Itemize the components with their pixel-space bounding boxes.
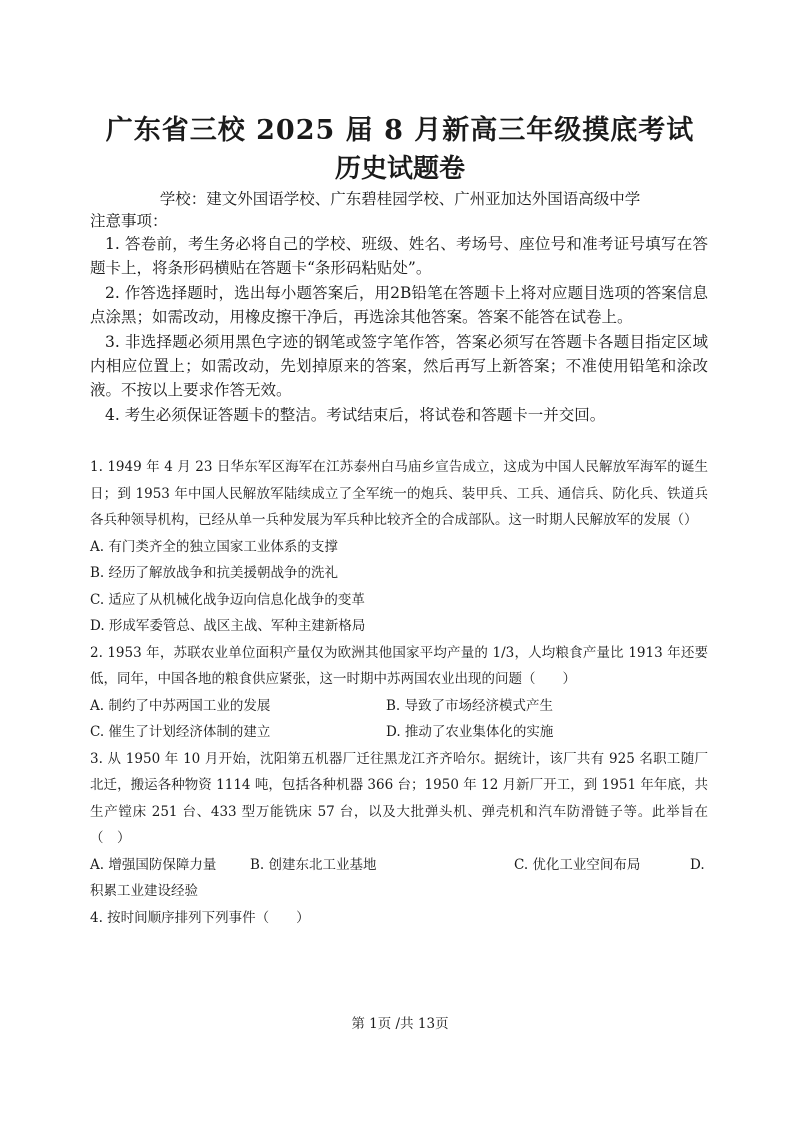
question-3-option-c: C. 优化工业空间布局 [514,856,641,873]
question-3-option-d-label: D. [690,856,705,873]
question-2-options-row-2 [90,719,708,746]
question-3-option-d-text: 积累工业建设经验 [90,883,198,899]
question-3-option-a: A. 增强国防保障力量 [90,856,217,873]
notice-heading: 注意事项： [90,212,168,230]
question-2-options-row-1 [90,693,708,720]
schools-line: 学校：建文外国语学校、广东碧桂园学校、广州亚加达外国语高级中学 [159,190,641,208]
notice-item: 2. 作答选择题时，选出每小题答案后，用2B铅笔在答题卡上将对应题目选项的答案信息点涂黑；如需改动，用橡皮擦干净后，再选涂其他答案。答案不能答在试卷上。 [90,283,708,327]
question-1-option-b: B. 经历了解放战争和抗美援朝战争的洗礼 [90,565,339,581]
notice-item: 3. 非选择题必须用黑色字迹的钢笔或签字笔作答，答案必须写在答题卡各题目指定区域内相应位置上；如需改动，先划掉原来的答案，然后再写上新答案；不准使用铅笔和涂改液。不按以上要求作答无效。 [90,332,708,400]
question-2-option-b: B. 导致了市场经济模式产生 [386,697,554,714]
question-3-options-row [90,852,708,879]
question-1-option-c: C. 适应了从机械化战争迈向信息化战争的变革 [90,591,365,608]
question-1-option-a: A. 有门类齐全的独立国家工业体系的支撑 [90,538,338,555]
question-2-stem: 2. 1953 年，苏联农业单位面积产量仅为欧洲其他国家平均产量的 1/3，人均粮食产量比 1913 年还要低，同年，中国各地的粮食供应紧张，这一时期中苏两国农业出现的问题（ ） [90,644,708,687]
question-2-option-a: A. 制约了中苏两国工业的发展 [90,697,271,714]
question-2-option-d: D. 推动了农业集体化的实施 [386,724,554,740]
question-2-option-c: C. 催生了计划经济体制的建立 [90,724,271,740]
question-3-stem: 3. 从 1950 年 10 月开始，沈阳第五机器厂迁往黑龙江齐齐哈尔。据统计，该厂共有 925 名职工随厂北迁，搬运各种物资 1114 吨，包括各种机器 366 台；1950 年 12 月新厂开工，到 1951 年年底，共生产镗床 251 台、433 型万能铣床 57 台，以及大批弹头机、弹壳机和汽车防滑链子等。此举旨在（ ） [90,750,708,846]
question-3-option-b: B. 创建东北工业基地 [250,856,377,873]
notice-item: 4. 考生必须保证答题卡的整洁。考试结束后，将试卷和答题卡一并交回。 [105,405,606,424]
exam-subtitle: 历史试题卷 [334,154,465,184]
notice-item: 1. 答卷前，考生务必将自己的学校、班级、姓名、考场号、座位号和准考证号填写在答题卡上，将条形码横贴在答题卡“条形码粘贴处”。 [90,235,708,278]
exam-title: 广东省三校 2025 届 8 月新高三年级摸底考试 [105,115,695,146]
question-1-stem: 1. 1949 年 4 月 23 日华东军区海军在江苏泰州白马庙乡宣告成立，这成为中国人民解放军海军的诞生日；到 1953 年中国人民解放军陆续成立了全军统一的炮兵、装甲兵、工兵、通信兵、防化兵、铁道兵各兵种领导机构，已经从单一兵种发展为军兵种比较齐全的合成部队。这一时期人民解放军的发展（） [90,459,708,528]
questions-section [90,454,708,931]
page-footer: 第 1页 /共 13页 [351,1016,449,1032]
question-4-stem: 4. 按时间顺序排列下列事件（ ） [90,909,310,926]
notice-list [90,232,708,427]
question-1-option-d: D. 形成军委管总、战区主战、军种主建新格局 [90,618,366,634]
